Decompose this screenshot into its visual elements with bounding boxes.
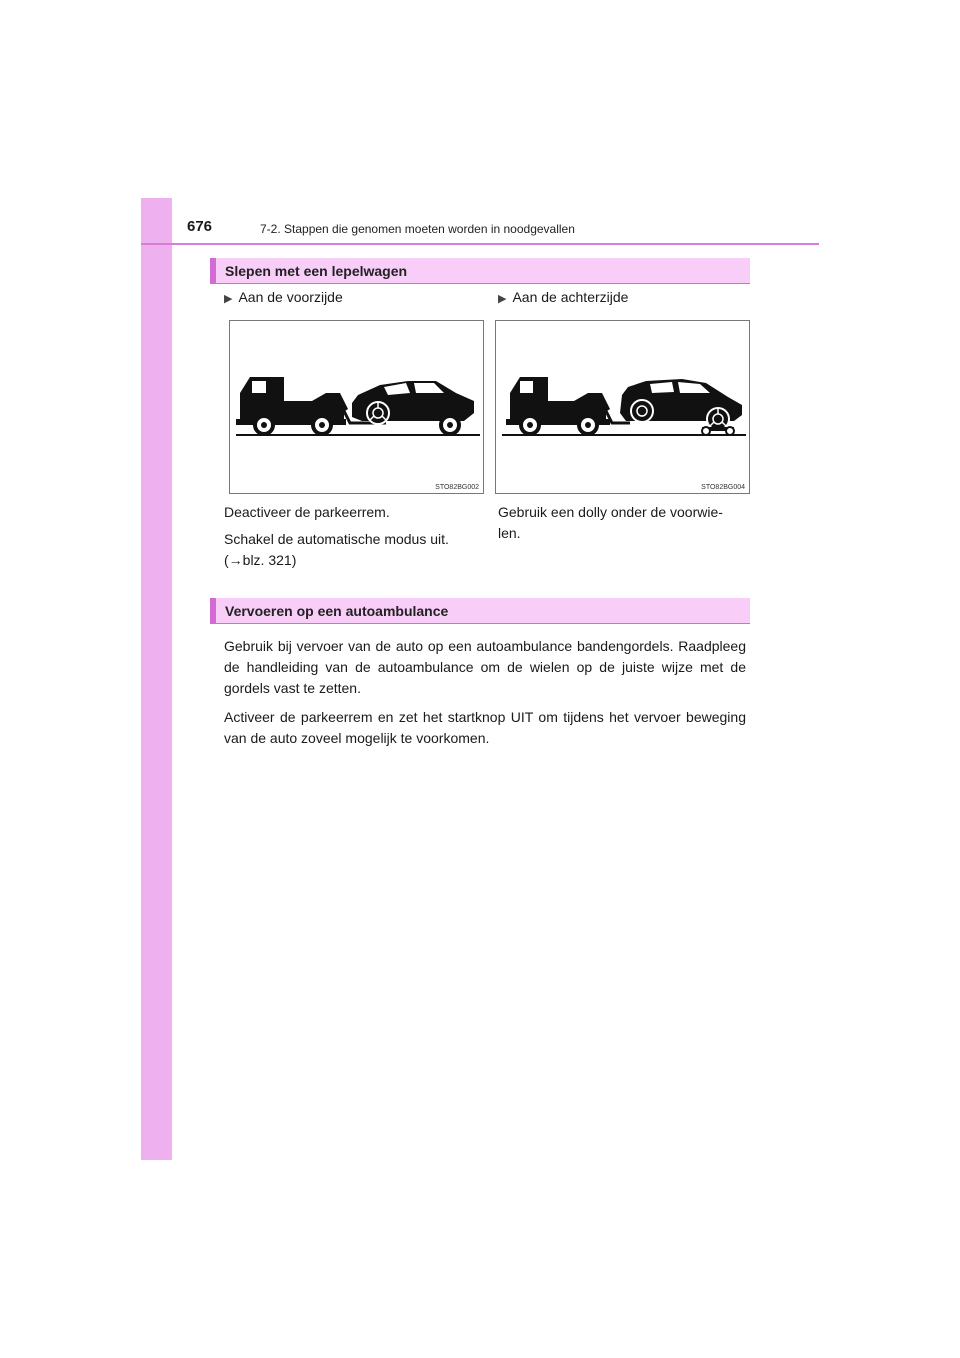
- subheading-rear: ▶ Aan de achterzijde: [498, 289, 629, 305]
- section-title: Slepen met een lepelwagen: [225, 263, 408, 279]
- instruction-line: Deactiveer de parkeerrem.: [224, 504, 390, 520]
- subheading-front: ▶ Aan de voorzijde: [224, 289, 343, 305]
- paragraph: Activeer de parkeerrem en zet het startknop UIT om tijdens het vervoer beweging van de auto zoveel mogelijk te voorkomen.: [224, 709, 746, 746]
- front-tow-instructions: [224, 502, 482, 577]
- tow-truck-rear-icon: [496, 321, 751, 495]
- section-heading-tow-truck: [210, 258, 750, 284]
- section-heading-car-transporter: [210, 598, 750, 624]
- instruction-line: len.: [498, 525, 521, 541]
- section-title: Vervoeren op een autoambulance: [225, 603, 449, 619]
- triangle-right-icon: ▶: [498, 293, 507, 305]
- triangle-right-icon: ▶: [224, 293, 233, 305]
- instruction-line: Gebruik een dolly onder de voorwie-: [498, 504, 723, 520]
- page-number: 676: [187, 218, 213, 235]
- header-divider: [141, 243, 819, 245]
- image-code: STO82BG004: [701, 484, 745, 491]
- transporter-instructions: [224, 636, 746, 757]
- illustration-rear-tow: [495, 320, 750, 494]
- chapter-title: 7-2. Stappen die genomen moeten worden in noodgevallen: [260, 222, 575, 236]
- image-code: STO82BG002: [435, 484, 479, 491]
- instruction-line: Schakel de automatische modus uit.: [224, 531, 449, 547]
- tow-truck-front-icon: [230, 321, 485, 495]
- page-reference: (→blz. 321): [224, 552, 297, 568]
- side-tab-band: [141, 198, 172, 1160]
- paragraph: Gebruik bij vervoer van de auto op een autoambulance bandengordels. Raadpleeg de handleiding van de autoambulance om de wielen op de juiste wijze met de gordels vast te zetten.: [224, 638, 746, 696]
- rear-tow-instructions: [498, 502, 750, 550]
- illustration-front-tow: [229, 320, 484, 494]
